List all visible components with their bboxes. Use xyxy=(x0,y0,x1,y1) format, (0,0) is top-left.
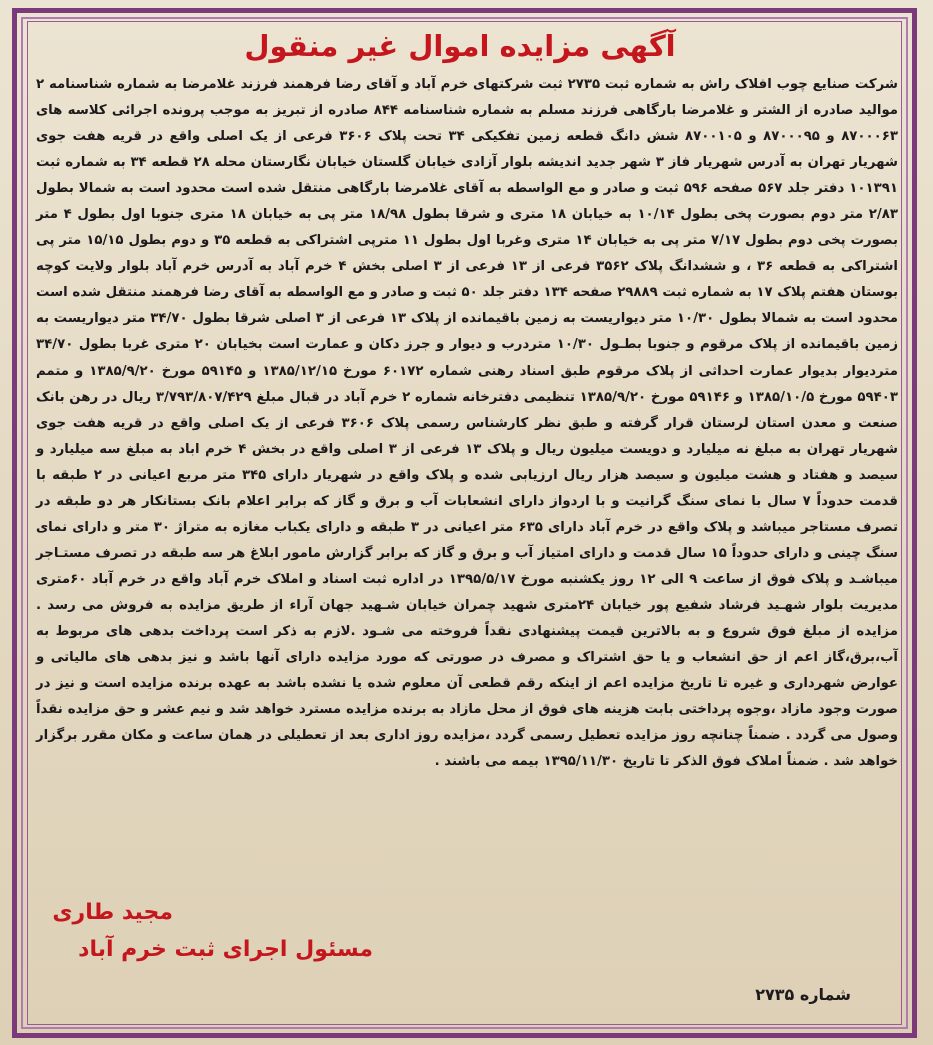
notice-title: آگهی مزایده اموال غیر منقول xyxy=(244,29,676,63)
title-banner xyxy=(60,24,860,68)
notice-body-text: شرکت صنایع چوب افلاک راش به شماره ثبت ۲۷۳۵ ثبت شرکتهای خرم آباد و آقای رضا فرهمند فرزند غلامرضا به شماره شناسنامه ۲ موالید صادره از الشتر و غلامرضا بارگاهی فرزند مسلم به شماره شناسنامه ۸۴۴ صادره از تبریز به موجب پرونده اجرائی کلاسه های ۸۷۰۰۰۶۳ و ۸۷۰۰۰۹۵ و ۸۷۰۰۱۰۵ شش دانگ قطعه زمین تفکیکی ۳۴ تحت پلاک ۳۶۰۶ فرعی از یک اصلی واقع در قریه هفت جوی شهریار تهران به آدرس شهریار فاز ۳ شهر جدید اندیشه بلوار آزادی خیابان گلستان خیابان نگارستان محله ۲۸ قطعه ۳۴ به شماره ثبت ۱۰۱۳۹۱ دفتر جلد ۵۶۷ صفحه ۵۹۶ ثبت و صادر و مع الواسطه به آقای غلامرضا بارگاهی منتقل شده است محدود است به شمالا بطول ۲/۸۳ متر دوم بصورت پخی بطول ۱۰/۱۴ به خیابان ۱۸ متری و شرقا بطول ۱۸/۹۸ متر پی به خیابان ۱۸ متری جنوبا اول بطول ۴ متر بصورت پخی دوم بطول ۷/۱۷ متر پی به خیابان ۱۴ متری وغربا اول بطول ۱۱ مترپی اشتراکی به قطعه ۳۵ و دوم بطول ۱۵/۱۵ متر پی اشتراکی به قطعه ۳۶ ، و ششدانگ پلاک ۳۵۶۲ فرعی از ۱۳ فرعی از ۳ اصلی بخش ۴ خرم آباد به آدرس خرم آباد بلوار ولایت کوچه بوستان هفتم پلاک ۱۷ به شماره ثبت ۲۹۸۸۹ صفحه ۱۳۴ دفتر جلد ۵۰ ثبت و صادر و مع الواسطه به آقای رضا فرهمند منتقل شده است محدود است به شمالا بطول ۱۰/۳۰ متر دیواریست به زمین باقیمانده از پلاک ۱۳ فرعی از ۳ اصلی شرقا بطول ۳۴/۷۰ متر دیواریست به زمین باقیمانده از پلاک مرقوم و جنوبا بطـول ۱۰/۳۰ متردرب و دیوار و جرز دکان و عمارت است بخیابان ۲۰ متری غربا بطول ۳۴/۷۰ متردیوار بدیوار عمارت احداثی از پلاک مرقوم طبق اسناد رهنی شماره ۶۰۱۷۲ مورخ ۱۳۸۵/۱۲/۱۵ و ۵۹۱۴۵ مورخ ۱۳۸۵/۹/۲۰ و متمم ۵۹۴۰۳ مورخ ۱۳۸۵/۱۰/۵ و ۵۹۱۴۶ مورخ ۱۳۸۵/۹/۲۰ تنظیمی دفترخانه شماره ۲ خرم آباد در قبال مبلغ ۳/۷۹۳/۸۰۷/۴۲۹ ریال در رهن بانک صنعت و معدن استان لرستان قرار گرفته و طبق نظر کارشناس رسمی پلاک ۳۶۰۶ فرعی از یک اصلی واقع در قریه هفت جوی شهریار تهران به مبلغ نه میلیارد و دویست میلیون ریال و پلاک ۱۳ فرعی از ۳ اصلی واقع در بخش ۴ خرم اباد به مبلغ سه میلیارد و سیصد و هفتاد و هشت میلیون و سیصد هزار ریال ارزیابی شده و پلاک واقع در شهریار دارای ۳۴۵ متر مربع اعیانی در ۲ طبقه با قدمت حدوداً ۷ سال با نمای سنگ گرانیت و با اردواز دارای انشعابات آب و برق و گاز که برابر اعلام بانک بستانکار هر دو طبقه در تصرف مستاجر میباشد و پلاک واقع در خرم آباد دارای ۶۳۵ متر اعیانی در ۳ طبقه و دارای یکباب مغازه به متراژ ۳۰ متر و دارای نمای سنگ چینی و دارای حدوداً ۱۵ سال قدمت و دارای امتیاز آب و برق و گاز که برابر گزارش مامور ابلاغ هر سه طبقه در تصرف مستـاجر میباشـد و پلاک فوق از ساعت ۹ الی ۱۲ روز یکشنبه مورخ ۱۳۹۵/۵/۱۷ در اداره ثبت اسناد و املاک خرم آباد واقع در خرم آباد ۶۰متری مدیریت بلوار شهـید فرشاد شفیع پور خیابان ۲۴متری شهید چمران خیابان شـهید جهان آراء از طریق مزایده به فروش می رسد . مزایده از مبلغ فوق شروع و به بالاترین قیمت پیشنهادی نقداً فروخته می شـود .لازم به ذکر است پرداخت بدهی های مربوط به آب،برق،گاز اعم از حق انشعاب و یا حق اشتراک و مصرف در صورتی که مورد مزایده دارای آنها باشد و نیز بدهی های مالیاتی و عوارض شهرداری و غیره تا تاریخ مزایده اعم از اینکه رقم قطعی آن معلوم شده یا نشده باشد به عهده برنده مزایده است و نیز در صورت وجود مازاد ،وجوه پرداختی بابت هزینه های فوق از محل مازاد به برنده مزایده مسترد خواهد شد و نیم عشر و حق مزایده نقداً وصول می گردد . ضمناً چنانچه روز مزایده تعطیل رسمی گردد ،مزایده روز اداری بعد از تعطیلی در همان ساعت و مکان مقرر برگزار خواهد شد . ضمناً املاک فوق الذکر تا تاریخ ۱۳۹۵/۱۱/۳۰ بیمه می باشند . xyxy=(36,77,899,770)
signature-role: مسئول اجرای ثبت خرم آباد xyxy=(78,937,373,962)
notice-number: شماره ۲۷۳۵ xyxy=(755,985,851,1004)
signature-name: مجید طاری xyxy=(52,900,173,925)
